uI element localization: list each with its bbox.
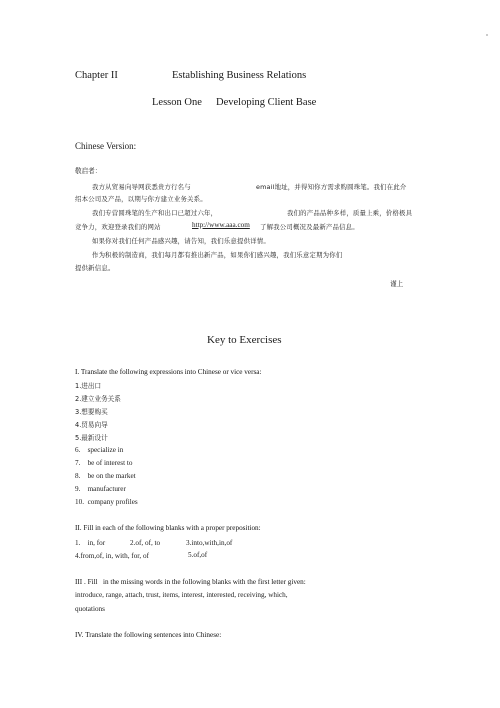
- letter-p2-mid: 我们的产品品种多样，质量上乘，价格极具: [287, 209, 413, 217]
- key-title: Key to Exercises: [207, 334, 282, 346]
- letter-p3: 如果你对我们任何产品感兴趣，请告知，我们乐意提供详情。: [92, 237, 270, 245]
- chapter-title: Establishing Business Relations: [172, 70, 307, 81]
- section1-item: 10. company profiles: [75, 498, 138, 506]
- letter-salutation: 敬启者：: [75, 167, 102, 175]
- section1-item: 2.建立业务关系: [75, 395, 121, 403]
- letter-p4-start: 作为积极的制造商，我们每月都有推出新产品，如果你们感兴趣，我们乐意定期为你们: [92, 251, 343, 259]
- section1-item: 8. be on the market: [75, 472, 136, 480]
- letter-p2-end: 了解我公司概况及最新产品信息。: [260, 223, 359, 231]
- version-label: Chinese Version:: [75, 141, 137, 151]
- section1-item: 7. be of interest to: [75, 459, 133, 467]
- section2-answer: 1. in, for: [75, 539, 106, 547]
- section3-answer-line: quotations: [75, 605, 105, 613]
- section3-heading: III . Fill in the missing words in the following blanks with the first letter given:: [75, 578, 306, 586]
- section4-heading: IV. Translate the following sentences into Chinese:: [75, 631, 222, 639]
- section1-item: 3.想要购买: [75, 408, 108, 416]
- section3-answer-line: introduce, range, attach, trust, items, interest, interested, receiving, which,: [75, 591, 288, 599]
- letter-p1-mid: email地址，并得知你方需求购圆珠笔。我们在此介: [256, 183, 407, 191]
- page-speck: [486, 34, 488, 36]
- section2-answer: 5.of,of: [188, 551, 208, 559]
- lesson-number: Lesson One: [152, 97, 202, 108]
- section1-item: 9. manufacturer: [75, 485, 126, 493]
- section2-heading: II. Fill in each of the following blanks with a proper preposition:: [75, 524, 261, 532]
- section1-heading: I. Translate the following expressions into Chinese or vice versa:: [75, 368, 262, 376]
- section2-answer: 3.into,with,in,of: [186, 539, 233, 547]
- letter-p4-end: 提供新信息。: [75, 264, 115, 272]
- section2-answer: 2.of, of, to: [130, 539, 161, 547]
- lesson-title: Developing Client Base: [216, 97, 317, 108]
- section1-item: 6. specialize in: [75, 446, 124, 454]
- letter-p1-start: 我方从贸易向导网获悉贵方行名与: [92, 183, 191, 191]
- letter-p2-start: 我们专营圆珠笔的生产和出口已超过六年，: [92, 209, 218, 217]
- letter-p1-end: 绍本公司及产品，以期与你方建立业务关系。: [75, 195, 207, 203]
- section1-item: 1.进出口: [75, 382, 102, 390]
- section1-item: 4.贸易向导: [75, 421, 108, 429]
- letter-p2-cont: 竞争力，欢迎登录我们的网站: [75, 223, 161, 231]
- website-link[interactable]: http://www.aaa.com: [192, 221, 250, 229]
- section2-answer: 4.from,of, in, with, for, of: [75, 552, 149, 560]
- chapter-number: Chapter II: [75, 70, 118, 81]
- section1-item: 5.最新设计: [75, 434, 108, 442]
- letter-closing: 谨上: [390, 280, 404, 288]
